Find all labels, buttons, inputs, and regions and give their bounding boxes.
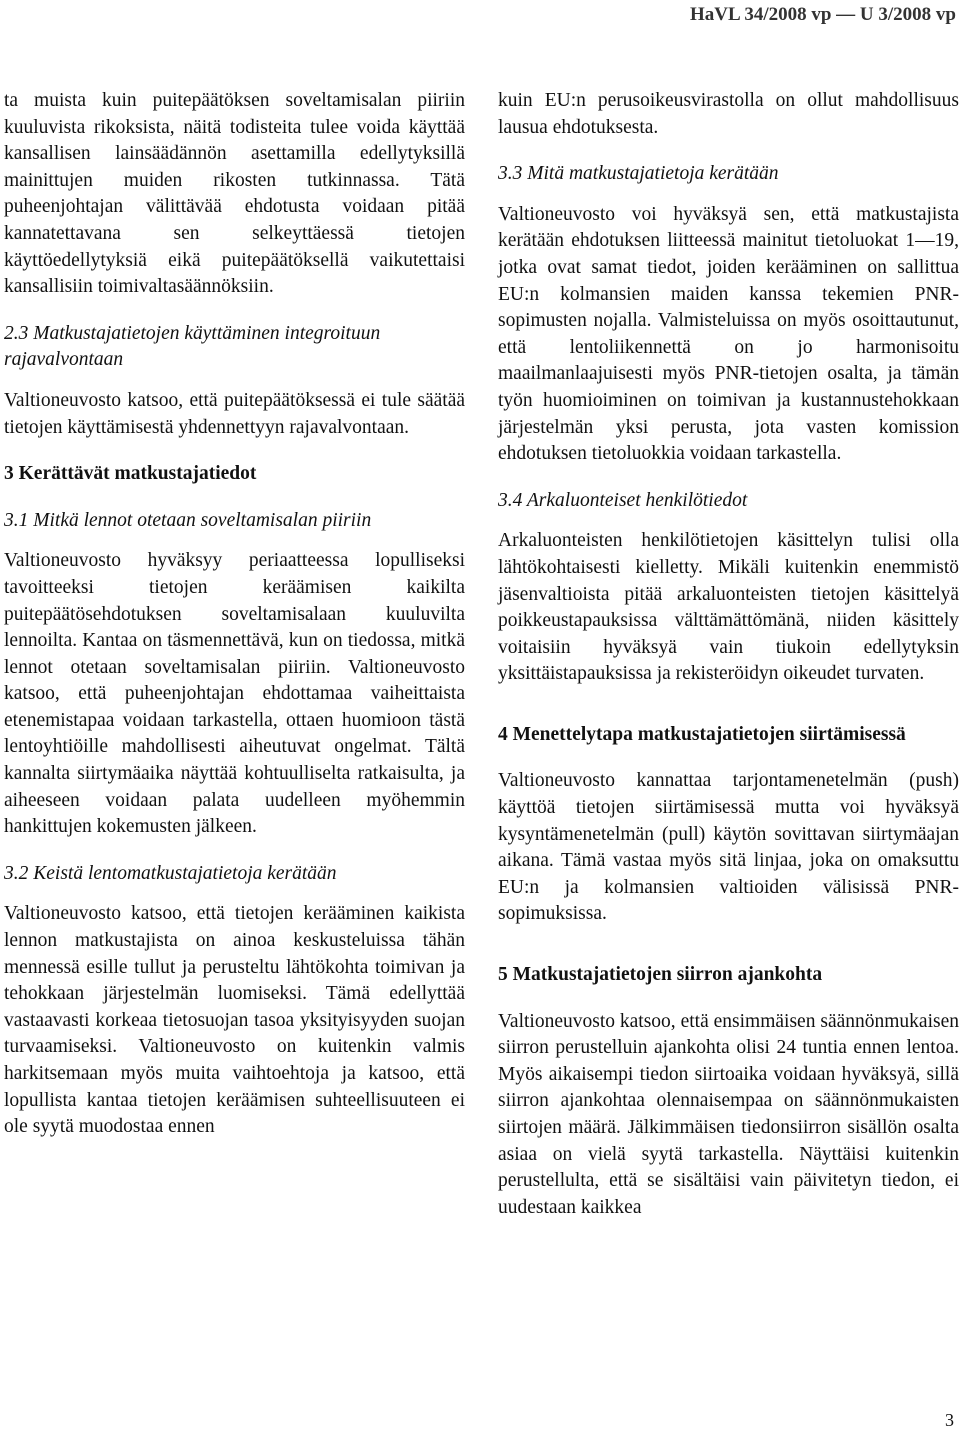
- paragraph: Valtioneuvosto voi hyväksyä sen, että matkustajista kerätään ehdotuksen liitteessä mainitut tietoluokat 1—19, jotka ovat samat tiedot, joiden kerääminen on sallittua EU:n kolmansien maiden kanssa tekemien PNR-sopimusten nojalla. Valmisteluissa on myös osoittautunut, että lentoliikennettä on jo harmonisoitu maailmanlaajuisesti myös PNR-tietojen osalta, ja tämän työn huomioiminen on toimivan ja kustannustehokkaan järjestelmän yksi perusta, jota vasten komission ehdotuksen tietoluokkia voidaan tarkastella.: [498, 203, 959, 465]
- paragraph: Arkaluonteisten henkilötietojen käsittelyn tulisi olla lähtökohtaisesti kielletty. Mikäli kuitenkin enemmistö jäsenvaltioista pitää arkaluonteisten tietojen käsittelyä poikkeustapauksissa välttämättömänä, niiden käsittely voitaisiin hyväksyä vain tiukoin edellytyksin yksittäistapauksissa ja rekisteröidyn oikeudet turvaten.: [498, 530, 959, 685]
- section-heading-2-3: 2.3 Matkustajatietojen käyttäminen integroituun rajavalvontaan: [4, 322, 381, 371]
- paragraph: Valtioneuvosto hyväksyy periaatteessa lopulliseksi tavoitteeksi tietojen keräämisen kaikilta puitepäätösehdotuksen soveltamisalaan kuuluvilta lennoilta. Kantaa on täsmennettävä, kun on tiedossa, mitkä lennot otetaan soveltamisalan piiriin. Valtioneuvosto katsoo, että puheenjohtajan ehdottamaa vaiheittaista etenemistapaa voidaan tarkastella, ottaen huomioon tästä lentoyhtiöille mahdollisesti aiheutuvat ongelmat. Tältä kannalta siirtymäaika näyttää kohtuulliselta ratkaisulta, ja aiheeseen voidaan palata uudelleen myöhemmin hankittujen kokemusten jälkeen.: [4, 550, 465, 838]
- paragraph: kuin EU:n perusoikeusvirastolla on ollut mahdollisuus lausua ehdotuksesta.: [498, 90, 959, 138]
- chapter-heading-5: 5 Matkustajatietojen siirron ajankohta: [498, 964, 823, 986]
- chapter-heading-3: 3 Kerättävät matkustajatiedot: [4, 463, 257, 485]
- paragraph: Valtioneuvosto katsoo, että tietojen kerääminen kaikista lennon matkustajista on ainoa keskusteluissa tähän mennessä esille tullut ja perusteltu lähtökohta toimivan ja tehokkaan järjestelmän luomiseksi. Tämä edellyttää vastaavasti korkeaa tietosuojan tasoa yksityisyyden suojan turvaamiseksi. Valtioneuvosto on kuitenkin valmis harkitsemaan myös muita vaihtoehtoja ja katsoo, että lopullista kantaa tietojen keräämisen suhteellisuuteen ei ole syytä muodostaa ennen: [4, 903, 465, 1138]
- page-number: 3: [945, 1410, 954, 1430]
- document-reference: HaVL 34/2008 vp — U 3/2008 vp: [689, 4, 956, 25]
- chapter-heading-4: 4 Menettelytapa matkustajatietojen siirtämisessä: [498, 723, 906, 745]
- section-heading-3-2: 3.2 Keistä lentomatkustajatietoja kerätään: [4, 862, 337, 884]
- paragraph: ta muista kuin puitepäätöksen soveltamisalan piiriin kuuluvista rikoksista, näitä todisteita tulee voida käyttää kansallisen lainsäädännön asettamilla edellytyksillä mainittujen muiden rikosten tutkinnassa. Tätä puheenjohtajan välittävää ehdotusta voidaan pitää kannatettavana sen selkeyttäessä tietojen käyttöedellytyksiä eikä puitepäätöksellä vaikutettaisi kansallisiin toimivaltasäännöksiin.: [4, 90, 465, 298]
- paragraph: Valtioneuvosto katsoo, että ensimmäisen säännönmukaisen siirron perustelluin ajankohta olisi 24 tuntia ennen lentoa. Myös aikaisempi tiedon siirtoaika voidaan hyväksyä, sillä siirron ajankohtaa olennaisempaa on säännönmukaisten siirtojen määrä. Jälkimmäisen tiedonsiirron sisällön osalta asiaa on vielä syytä tarkastella. Näyttäisi kuitenkin perustellulta, että se sisältäisi vain päivitetyn tiedon, ei uudestaan kaikkea: [498, 1010, 959, 1218]
- right-column: [498, 88, 959, 1221]
- section-heading-3-4: 3.4 Arkaluonteiset henkilötiedot: [498, 489, 748, 511]
- section-heading-3-3: 3.3 Mitä matkustajatietoja kerätään: [498, 163, 779, 185]
- section-heading-3-1: 3.1 Mitkä lennot otetaan soveltamisalan piiriin: [4, 509, 372, 531]
- paragraph: Valtioneuvosto katsoo, että puitepäätöksessä ei tule säätää tietojen käyttämisestä yhdennettyyn rajavalvontaan.: [4, 389, 465, 438]
- left-column: [4, 88, 465, 1141]
- paragraph: Valtioneuvosto kannattaa tarjontamenetelmän (push) käyttöä tietojen siirtämisessä mutta voi hyväksyä kysyntämenetelmän (pull) käytön sovittavan siirtymäajan aikana. Tämä vastaa myös sitä linjaa, joka on omaksuttu EU:n ja kolmansien valtioiden välisissä PNR-sopimuksissa.: [498, 770, 959, 925]
